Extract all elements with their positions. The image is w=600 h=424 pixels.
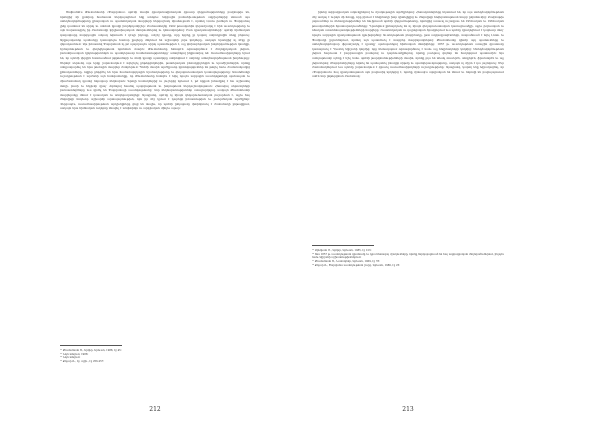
left-body-text: Յովհաննէս Թումանեանի «Փարվանա» պոէմի մասին գրականագիտական գրաւոր վերլուծութիւնները բազմաթիւ են, որոնցից մի քանիսը համառօտ ներկայացնում ենք ստորեւ։ Ազգային բանահիւսութեան աղբիւրներից սնուած այս ստեղծագործութիւնը քնարական ու պատմողական տարրերի ներդաշնակ միաձուլումն է, որտեղ Լոռու լեռներն ու Փարվանայ լիճը դառնում են սիրոյ եւ անմահ կրակի խորհրդանիշեր։ Բանաստեղծը 1902 թուականին վերամշակել է հին աւանդութիւնը եւ այն հարստացրել իր ժամանակի փիլիսոփայական մտորումներով ու կենսափորձով։ Ըստ գրականագէտների՝ պոէմի հիմնական գաղափարը մարդկային անյագ ձգտումն է դէպի իդէալը, անշէջ կրակը, որը երբեք չի կարող ամբողջովին ձեռք բերուել։ Արքայադստեր պահանջը կատարելու համար քաջերը մեկնում են աշխարհի չորս կողմերը, սակայն նրանցից ոչ մէկը չի վերադառնում։ Այս իմաստով Փարվանան ոչ թէ պարզապէս սիրոյ պատմութիւն է, այլ փոխաբերական խորհրդածութիւն կեանքի, ճշմարտութեան եւ գեղեցկութեան որոնման մասին։ Թումանեանը հմտօրէն օգտագործում է ժողովրդական լեզուն, բանահիւսական կրկնութիւններն ու պատկերաւոր համեմատութիւնները՝ ստեղծելով ինքնատիպ ոճ։ Ուսումնասիրողները նշում են, որ պոէմի վերջին հատուածում թիթեռների եւ մոմի կրակի պատկերը ամփոփում է ամբողջ ստեղծագործութեան խորհուրդը։ Սերնդէ սերունդ այս երկը շարունակում է ոգեշնչել ընթերցողներին, թատերական բեմադրիչներին ու երաժիշտներին, որոնք անդրադարձել են նրա թեմային տարբեր ժանրերում։ Պոէմի մասին արժէքաւոր դիտողութիւններ են թողել նաեւ ժամանակակից քննադատները, ովքեր ընդգծել են նրա համամարդկային նշանակութիւնը եւ գեղարուեստական կատարելութիւնը։ Առանձնակի ուշադրութեան է արժանի այն հանգամանքը, որ Թումանեանը հանգէս է եկել որպէս ազգային աւանդոյթների պահապան եւ միաժամանակ դրանց նորարար մեկնաբան։ Գրողի նամակներից ու յուշերից երեւում է, թէ որքան խնամքով է նա աշխատել տողի, բառի եւ հնչիւնի վրայ՝ ձգտելով հասնել պարզութեան եւ խորութեան ներդաշնակութեան։ Հետագայ սերունդների բանաստեղծները եւս դիմել են Փարվանայի աւանդութեանը՝ նոր մեկնաբանութիւններ առաջարկելով, սակայն Թումանեանի տարբերակը մնում է դասական ու անգերազանցելի։ Այսպիսով, պոէմը ոչ միայն գեղարուեստական յուշարձան է, այլեւ հայ ժողովրդի հոգեւոր աշխարհի արտայայտութիւն, որն իր մէջ կրում է դարերի իմաստութիւն եւ յաւերժական արժէքներ։ Վերջապէս, ուսումնասիրութեան արդիւնքները ցոյց են տալիս, որ պոէմի ընկալումը փոփոխուել է ժամանակի ընթացքում, սակայն նրա հիմնական ուղերձը մնացել է անփոփոխ ու արդիական մինչեւ այսօր։	[60, 10, 250, 111]
footnote: ¹¹ Թումանեան Յ., Երկեր, Երեւան, 1988, էջ 45:	[60, 349, 122, 352]
footnote: ¹⁸ Քոչար Ռ., Փարվանա աւանդութեան շուրջ, Երեւան, 1986, էջ 25:	[312, 263, 401, 267]
right-page	[312, 10, 504, 414]
footnote: ¹⁵ Աբեղեան Մ., Երկեր, Երեւան, 1985, էջ 123:	[312, 249, 372, 252]
footnote: ¹⁷ Թումանեան Յ., Նամակներ, Երեւան, 1969, էջ 78:	[312, 260, 380, 264]
footnote: ¹³ Նոյն տեղում:	[60, 356, 81, 360]
right-page-number: 213	[402, 406, 414, 413]
left-footnotes-block	[60, 342, 250, 364]
right-footnotes-block	[312, 242, 504, 268]
footnote: ¹² Նոյն տեղում, 1988:	[60, 352, 89, 356]
right-footnote-rule	[312, 245, 374, 246]
left-page-number: 212	[149, 406, 161, 413]
right-body-text: իրենց ազգագրական ակունքներով եւ մշակութային արժէքներով։ Հետազօտողները նկատում են, որ այս ստեղծագործութեան մէջ առկայ է ուրոյն մի հմայք, որը բխում է հեղինակի խոր գիտելիքից եւ ժողովրդի հոգեբանութեան նուրբ ըմբռնումից։ Բազմաթիւ յօդուածներ ու մենագրութիւններ են նուիրուած պոէմի վերլուծութեանը, որոնցից առաւել ուշագրաւ են 1950-ական եւ 1960-ական թուականներին հրատարակուածները։ Դրանցում քննարկուել են ոչ միայն գեղարուեստական կառուցուածքի, այլեւ լեզուական ու ոճական առանձնայատկութիւնների հարցերը։ Ուսանողական ու դպրոցական ծրագրերում եւս պոէմը զբաղեցնում է կարեւոր տեղ՝ որպէս ազգային գրականութեան գլուխգործոց։ Աւանդութեան բնօրինակը, ըստ ազգագրագէտների, տարածուած է եղել Լոռու եւ Փամբակի շրջաններում, որտեղ այն պատմուել է տարբեր տարբերակներով։ Թումանեանը գիտէր այդ պատումները եւ ստեղծագործաբար վերամշակել է դրանք՝ պահպանելով հիմնական մոտիվները։ 1857 թ. աւանդութեան առաջին գրառումը կատարուել է Ղեւոնդ Ալիշանի կողմից, որը հետագայում օգտագործուել է նաեւ այլ հեղինակների կողմից։ Ստեղծագործութեան լեզուն հարուստ է բարբառային բառերով ու դարձուածքներով, որոնք յաւելեալ գոյներ են հաղորդում պատումին։ Այս առնչութեամբ պէտք է նշել նաեւ պոէմի թարգմանութիւնների մասին, որոնք լոյս են տեսել ռուսերէն, անգլերէն, ֆրանսերէն եւ այլ լեզուներով։ Թարգմանիչները ձգտել են պահպանել բնագրի ռիթմը եւ պատկերաւորութիւնը, սակայն ոչ միշտ է դա յաջողուել։ Մեր ժամանակներում եւս պոէմը շարունակում է գրաւել ուսումնասիրողների ուշադրութիւնը։ Այսպիսով, կարող ենք եզրակացնել, որ «Փարվանան» հայ գրականութեան այն բացառիկ երկերից է, որոնք մշտապէս արդիական են մնում եւ նորովի են բացայայտւում ամէն նոր ընթերցման ժամանակ։	[312, 10, 504, 79]
left-page	[60, 10, 250, 414]
footnote: ¹⁶ Տես 1857 թ. աւանդութեան գրառումը եւ դրա հետագայ մշակումները, որոնք ներկայացուած են հայ ազգագրական ժողովածուներում, ինչպէս նաեւ Ալիշանի աշխատութիւններում:	[312, 252, 504, 260]
footnote: ¹⁴ Քոչար Ռ., նշ. աշխ., էջ 256-257:	[60, 360, 105, 364]
left-footnotes	[60, 349, 250, 364]
left-footnote-rule	[60, 345, 122, 346]
right-footnotes	[312, 249, 504, 268]
